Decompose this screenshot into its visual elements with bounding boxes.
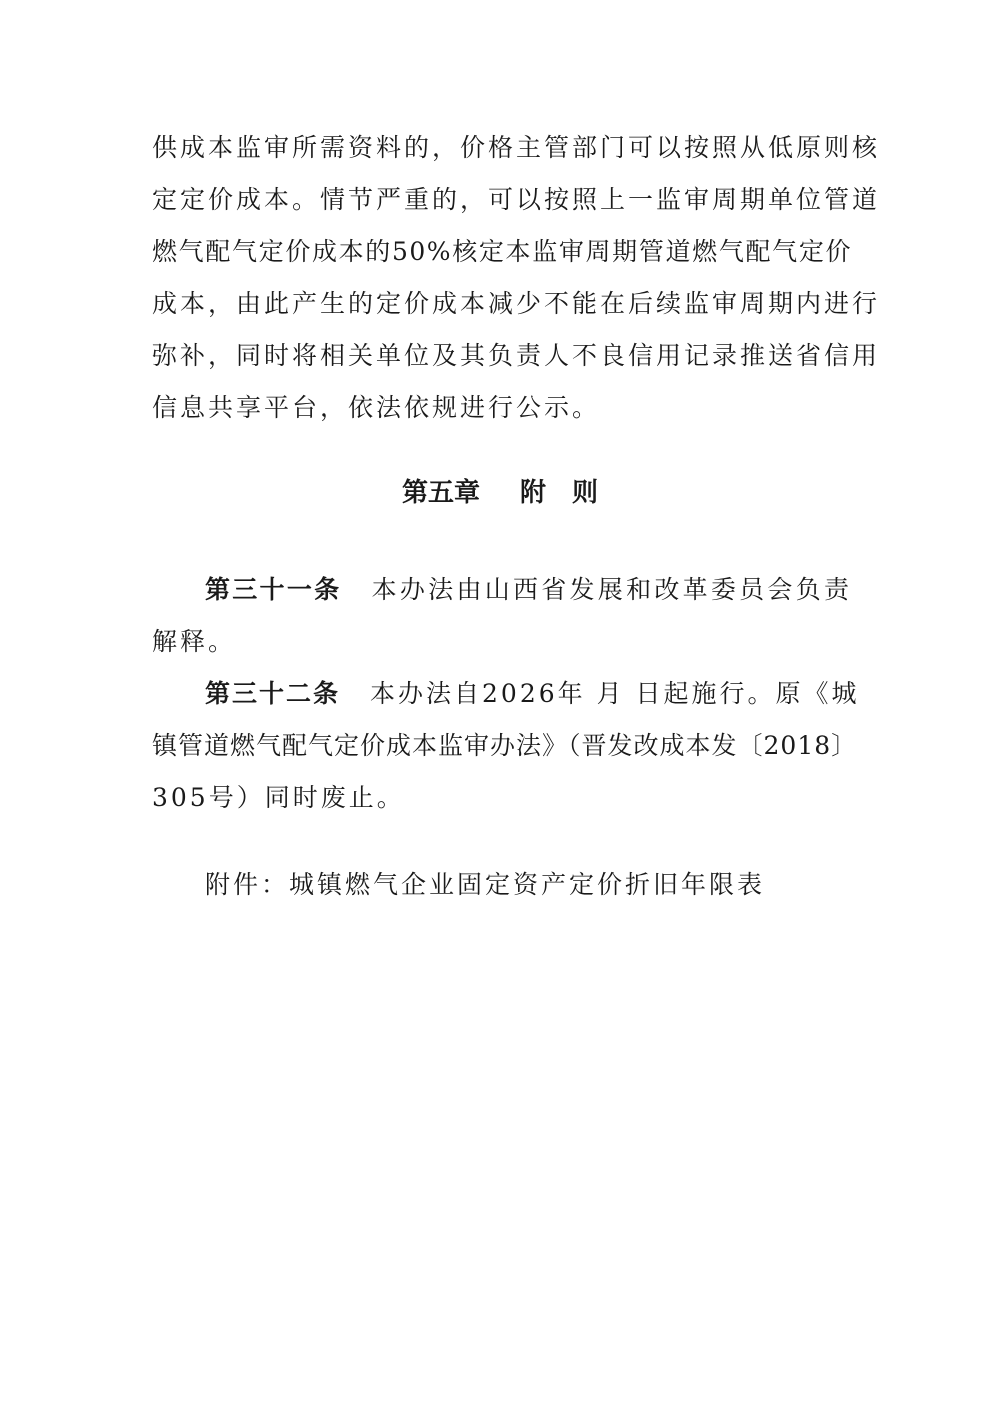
article-32-line1 <box>205 679 860 709</box>
paragraph-line: 成本，由此产生的定价成本减少不能在后续监审周期内进行 <box>152 289 881 318</box>
paragraph-line: 信息共享平台，依法依规进行公示。 <box>152 393 601 422</box>
chapter-title-part2: 则 <box>572 478 599 508</box>
attachment-note: 附件：城镇燃气企业固定资产定价折旧年限表 <box>205 870 766 899</box>
paragraph-line: 供成本监审所需资料的，价格主管部门可以按照从低原则核 <box>152 133 881 162</box>
paragraph-line: 燃气配气定价成本的50%核定本监审周期管道燃气配气定价 <box>152 237 852 266</box>
article-31-text: 本办法由山西省发展和改革委员会负责 <box>371 575 852 604</box>
chapter-heading <box>0 478 1000 508</box>
chapter-number: 第五章 <box>401 478 480 508</box>
article-32-line3: 305号）同时废止。 <box>152 783 405 812</box>
article-31-line2: 解释。 <box>152 627 237 656</box>
paragraph-line: 弥补，同时将相关单位及其负责人不良信用记录推送省信用 <box>152 341 881 370</box>
article-32-line2: 镇管道燃气配气定价成本监审办法》（晋发改成本发〔2018〕 <box>152 731 858 760</box>
paragraph-line: 定定价成本。情节严重的，可以按照上一监审周期单位管道 <box>152 185 881 214</box>
article-32-label: 第三十二条 <box>205 679 341 708</box>
article-32-text: 本办法自2026年 月 日起施行。原《城 <box>370 679 860 708</box>
chapter-title-part1: 附 <box>519 478 546 508</box>
article-31-line1 <box>205 575 852 605</box>
article-31-label: 第三十一条 <box>205 575 342 604</box>
